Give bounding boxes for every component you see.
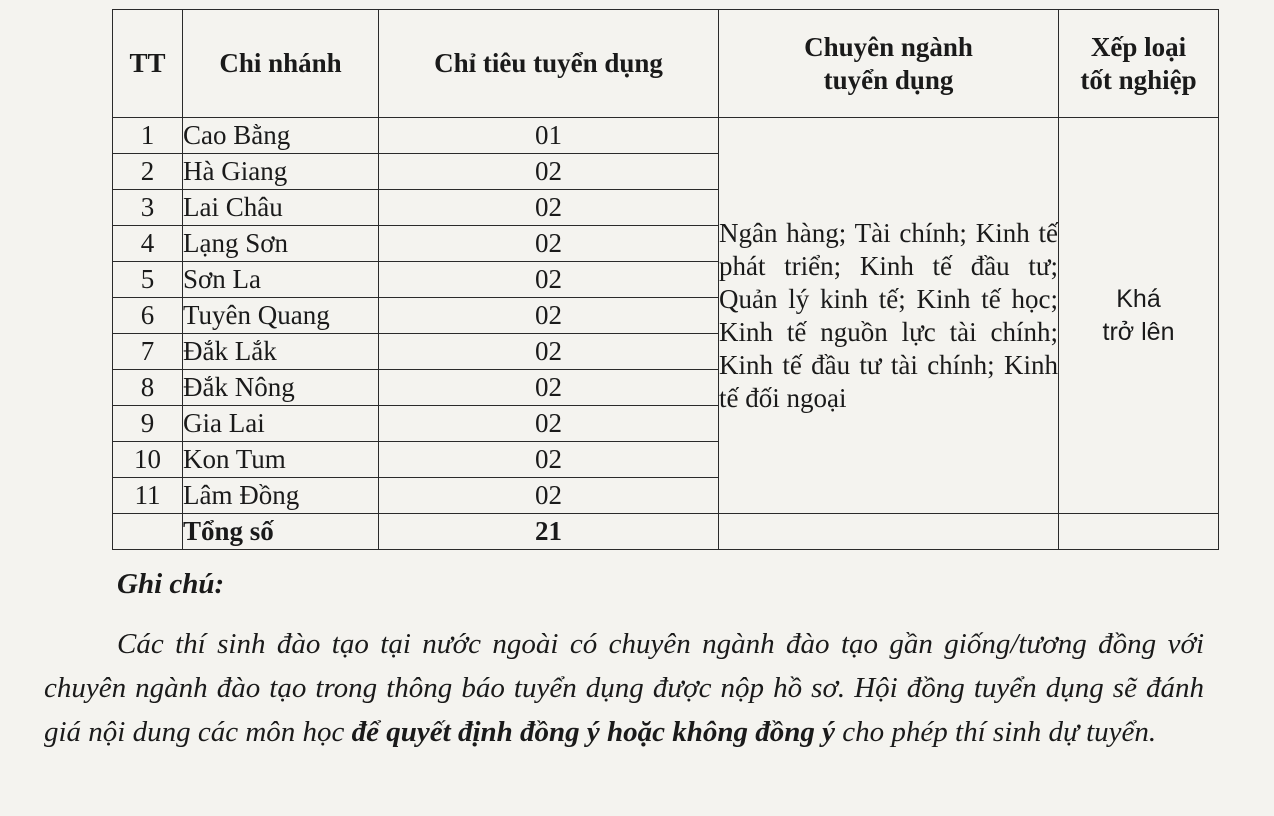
row-number: 6 xyxy=(113,298,183,334)
rank-line2: trở lên xyxy=(1102,317,1175,346)
row-number: 11 xyxy=(113,478,183,514)
total-empty-tt xyxy=(113,514,183,550)
row-quota: 02 xyxy=(379,370,719,406)
total-empty-rank xyxy=(1059,514,1219,550)
total-label: Tổng số xyxy=(183,514,379,550)
row-branch: Đắk Nông xyxy=(183,370,379,406)
row-number: 4 xyxy=(113,226,183,262)
row-quota: 02 xyxy=(379,262,719,298)
row-quota: 02 xyxy=(379,478,719,514)
row-quota: 02 xyxy=(379,442,719,478)
header-rank xyxy=(1059,10,1219,118)
rank-line1: Khá xyxy=(1116,284,1161,313)
note-text-part2: cho phép thí sinh dự tuyển. xyxy=(835,716,1157,748)
row-quota: 02 xyxy=(379,406,719,442)
row-branch: Tuyên Quang xyxy=(183,298,379,334)
row-branch: Lâm Đồng xyxy=(183,478,379,514)
note-text-bold: để quyết định đồng ý hoặc không đồng ý xyxy=(351,716,836,748)
table-row xyxy=(113,118,1219,154)
row-quota: 02 xyxy=(379,154,719,190)
row-number: 10 xyxy=(113,442,183,478)
row-number: 3 xyxy=(113,190,183,226)
row-quota: 02 xyxy=(379,334,719,370)
row-branch: Hà Giang xyxy=(183,154,379,190)
row-branch: Đắk Lắk xyxy=(183,334,379,370)
row-branch: Kon Tum xyxy=(183,442,379,478)
row-branch: Sơn La xyxy=(183,262,379,298)
header-tt: TT xyxy=(113,10,183,118)
header-rank-line1: Xếp loại xyxy=(1090,31,1187,62)
header-rank-line2: tốt nghiệp xyxy=(1080,64,1197,95)
note-title: Ghi chú: xyxy=(117,568,225,600)
note-body xyxy=(44,622,1204,754)
rank-cell xyxy=(1059,118,1219,514)
row-number: 2 xyxy=(113,154,183,190)
row-quota: 02 xyxy=(379,226,719,262)
total-row xyxy=(113,514,1219,550)
total-value: 21 xyxy=(379,514,719,550)
row-branch: Cao Bằng xyxy=(183,118,379,154)
row-number: 8 xyxy=(113,370,183,406)
header-major-line1: Chuyên ngành xyxy=(804,31,973,62)
row-branch: Lạng Sơn xyxy=(183,226,379,262)
header-major xyxy=(719,10,1059,118)
recruitment-table xyxy=(112,9,1219,550)
majors-cell: Ngân hàng; Tài chính; Kinh tế phát triển; Kinh tế đầu tư; Quản lý kinh tế; Kinh tế học; Kinh tế nguồn lực tài chính; Kinh tế đầu tư tài chính; Kinh tế đối ngoại xyxy=(719,118,1059,514)
note-text-part1: Các thí sinh đào tạo tại nước ngoài có chuyên ngành đào tạo gần giống/tương đồng với chuyên ngành đào tạo trong thông báo tuyển dụng được nộp hồ sơ. Hội đồng tuyển dụng sẽ đánh giá nội dung các môn học xyxy=(44,628,1204,748)
total-empty-major xyxy=(719,514,1059,550)
row-number: 1 xyxy=(113,118,183,154)
header-quota: Chỉ tiêu tuyển dụng xyxy=(379,10,719,118)
row-quota: 02 xyxy=(379,298,719,334)
row-number: 5 xyxy=(113,262,183,298)
header-major-line2: tuyển dụng xyxy=(823,64,954,95)
table-header-row xyxy=(113,10,1219,118)
row-branch: Lai Châu xyxy=(183,190,379,226)
row-number: 7 xyxy=(113,334,183,370)
header-branch: Chi nhánh xyxy=(183,10,379,118)
row-branch: Gia Lai xyxy=(183,406,379,442)
row-number: 9 xyxy=(113,406,183,442)
row-quota: 01 xyxy=(379,118,719,154)
row-quota: 02 xyxy=(379,190,719,226)
